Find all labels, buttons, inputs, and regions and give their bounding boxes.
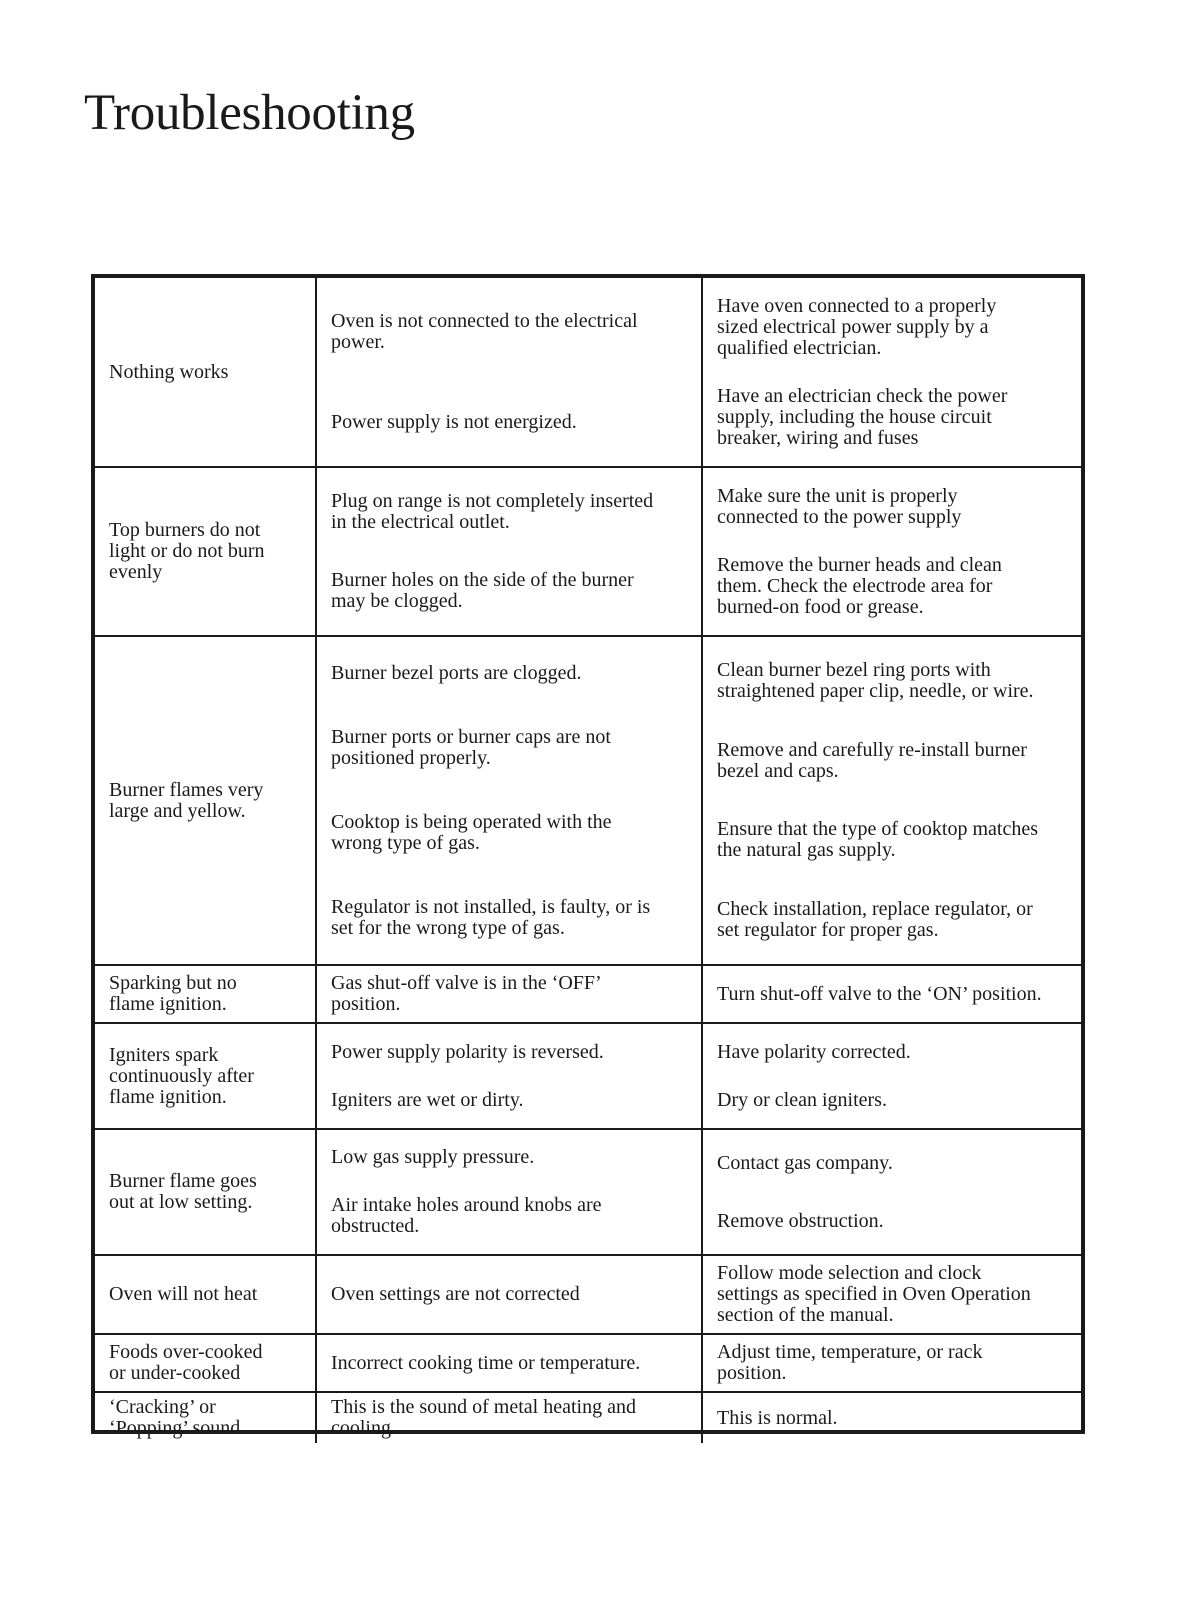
solution-text: Have oven connected to a properly sized electrical power supply by a qualified electrician. xyxy=(717,294,997,359)
troubleshooting-table xyxy=(91,274,1085,1439)
cause-text: Low gas supply pressure. xyxy=(331,1146,535,1169)
cause-text: Power supply polarity is reversed. xyxy=(331,1040,604,1063)
solution-text: Remove obstruction. xyxy=(717,1209,884,1232)
cause-text: Cooktop is being operated with the wrong type of gas. xyxy=(331,810,612,854)
problem-cell xyxy=(95,468,317,637)
solution-text: Clean burner bezel ring ports with straightened paper clip, needle, or wire. xyxy=(717,658,1034,702)
solution-cell xyxy=(703,966,1081,1024)
solution-cell xyxy=(703,1335,1081,1393)
solution-text: Contact gas company. xyxy=(717,1151,893,1174)
solution-text: This is normal. xyxy=(717,1406,838,1429)
solution-cell xyxy=(703,1393,1081,1443)
solution-text: Check installation, replace regulator, or set regulator for proper gas. xyxy=(717,898,1033,942)
solution-text: Turn shut-off valve to the ‘ON’ position. xyxy=(717,982,1042,1005)
cause-cell xyxy=(317,1130,703,1256)
page-title: Troubleshooting xyxy=(84,85,415,141)
solution-text: Have polarity corrected. xyxy=(717,1040,911,1063)
solution-cell xyxy=(703,1130,1081,1256)
problem-cell xyxy=(95,1335,317,1393)
solution-text: Make sure the unit is properly connected to the power supply xyxy=(717,484,962,528)
solution-cell xyxy=(703,1256,1081,1335)
problem-text: Igniters spark continuously after flame ignition. xyxy=(109,1043,254,1108)
solution-text: Adjust time, temperature, or rack position. xyxy=(717,1341,983,1384)
problem-cell xyxy=(95,1024,317,1130)
cause-text: Air intake holes around knobs are obstructed. xyxy=(331,1193,602,1237)
problem-cell xyxy=(95,278,317,468)
solution-text: Follow mode selection and clock settings as specified in Oven Operation section of the manual. xyxy=(717,1262,1031,1326)
problem-cell xyxy=(95,1393,317,1443)
cause-cell xyxy=(317,1024,703,1130)
cause-cell xyxy=(317,278,703,468)
problem-cell xyxy=(95,966,317,1024)
cause-text: Burner bezel ports are clogged. xyxy=(331,661,582,684)
problem-text: Foods over-cooked or under-cooked xyxy=(109,1341,263,1384)
cause-cell xyxy=(317,1393,703,1443)
cause-text: Burner ports or burner caps are not positioned properly. xyxy=(331,725,611,769)
problem-text: Oven will not heat xyxy=(109,1283,258,1305)
problem-text: Top burners do not light or do not burn evenly xyxy=(109,519,265,583)
cause-text: Oven is not connected to the electrical power. xyxy=(331,310,638,354)
solution-cell xyxy=(703,468,1081,637)
solution-cell xyxy=(703,278,1081,468)
problem-cell xyxy=(95,637,317,966)
cause-text: Burner holes on the side of the burner may be clogged. xyxy=(331,569,634,613)
solution-text: Ensure that the type of cooktop matches the natural gas supply. xyxy=(717,818,1039,862)
solution-text: Dry or clean igniters. xyxy=(717,1088,887,1111)
cause-text: This is the sound of metal heating and cooling. xyxy=(331,1396,636,1439)
cause-cell xyxy=(317,1335,703,1393)
cause-cell xyxy=(317,1256,703,1335)
solution-text: Remove the burner heads and clean them. Check the electrode area for burned-on food or grease. xyxy=(717,553,1002,618)
solution-text: Remove and carefully re-install burner bezel and caps. xyxy=(717,738,1027,782)
problem-cell xyxy=(95,1130,317,1256)
solution-cell xyxy=(703,1024,1081,1130)
cause-cell xyxy=(317,966,703,1024)
cause-text: Incorrect cooking time or temperature. xyxy=(331,1351,641,1374)
problem-cell xyxy=(95,1256,317,1335)
problem-text: Sparking but no flame ignition. xyxy=(109,972,237,1015)
cause-text: Regulator is not installed, is faulty, or is set for the wrong type of gas. xyxy=(331,895,651,939)
cause-cell xyxy=(317,637,703,966)
problem-text: ‘Cracking’ or ‘Popping’ sound. xyxy=(109,1396,246,1439)
solution-cell xyxy=(703,637,1081,966)
problem-text: Burner flame goes out at low setting. xyxy=(109,1170,257,1213)
cause-cell xyxy=(317,468,703,637)
cause-text: Gas shut-off valve is in the ‘OFF’ position. xyxy=(331,972,602,1015)
cause-text: Plug on range is not completely inserted in the electrical outlet. xyxy=(331,489,654,533)
problem-text: Nothing works xyxy=(109,360,229,383)
cause-text: Oven settings are not corrected xyxy=(331,1283,580,1305)
cause-text: Power supply is not energized. xyxy=(331,410,577,433)
solution-text: Have an electrician check the power supply, including the house circuit breaker, wiring and fuses xyxy=(717,384,1008,449)
cause-text: Igniters are wet or dirty. xyxy=(331,1088,524,1111)
problem-text: Burner flames very large and yellow. xyxy=(109,778,264,822)
